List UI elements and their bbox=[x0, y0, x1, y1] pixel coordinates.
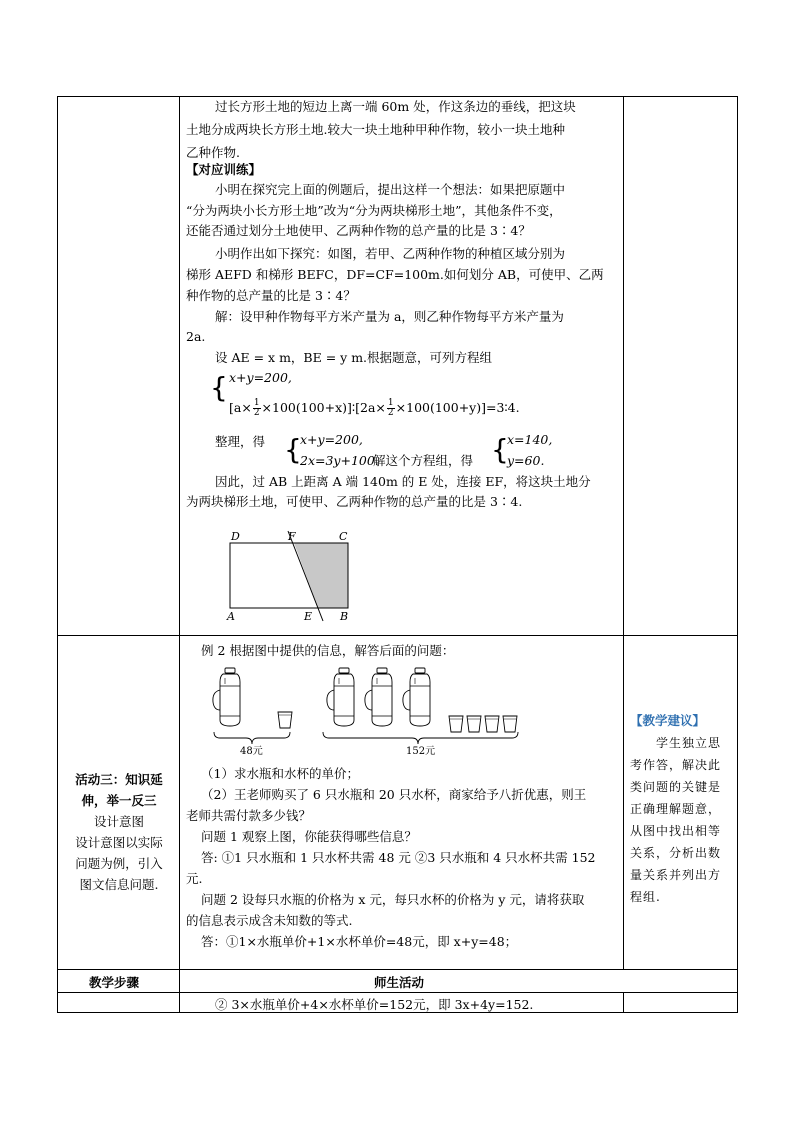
suggestion-line: 学生独立思 bbox=[656, 736, 722, 750]
paragraph-line: 解：设甲种作物每平方米产量为 a，则乙种作物每平方米产量为 bbox=[215, 309, 564, 324]
tidy-label: 整理，得 bbox=[215, 434, 266, 449]
equation-line: x+y=200, bbox=[229, 370, 292, 385]
point-label-A: A bbox=[227, 610, 235, 623]
price-label-1: 48元 bbox=[240, 746, 263, 756]
suggestion-line: 类问题的关键是 bbox=[630, 780, 722, 794]
suggestion-line: 关系，分析出数 bbox=[630, 846, 722, 860]
table-row-divider-1 bbox=[57, 635, 738, 636]
thermos-icon bbox=[327, 668, 354, 726]
cup-icon bbox=[449, 716, 463, 732]
point-label-E: E bbox=[304, 610, 313, 623]
table-col-divider-2 bbox=[623, 96, 624, 969]
suggestion-line: 考作答，解决此 bbox=[630, 758, 722, 772]
fraction: $\frac{1}{2}$ bbox=[253, 398, 260, 418]
question-2-line: （2）王老师购买了 6 只水瓶和 20 只水杯，商家给予八折优惠，则王 bbox=[201, 787, 587, 802]
answer-1-line: 元. bbox=[186, 871, 203, 886]
paragraph-line: 过长方形土地的短边上离一端 60m 处，作这条边的垂线，把这块 bbox=[215, 99, 576, 114]
shaded-trapezoid bbox=[294, 543, 348, 608]
table-border-left bbox=[57, 96, 58, 1013]
intent-title: 设计意图 bbox=[93, 814, 144, 829]
paragraph-line: “分为两块小长方形土地”改为“分为两块梯形土地”，其他条件不变， bbox=[186, 203, 562, 218]
guide-question-1: 问题 1 观察上图，你能获得哪些信息？ bbox=[201, 829, 417, 844]
suggestion-line: 从图中找出相等 bbox=[630, 824, 722, 838]
point-label-D: D bbox=[231, 530, 240, 543]
suggestion-line: 正确理解题意， bbox=[630, 802, 722, 816]
paragraph-line: 梯形 AEFD 和梯形 BEFC，DF=CF=100m.如何划分 AB，可使甲、乙两 bbox=[186, 267, 604, 282]
paragraph-line: 2a. bbox=[186, 329, 206, 344]
solution-line: x=140, bbox=[507, 432, 553, 447]
teaching-suggestion-title: 【教学建议】 bbox=[630, 713, 706, 728]
paragraph-line: 小明作出如下探究：如图，若甲、乙两种作物的种植区域分别为 bbox=[215, 246, 566, 261]
equation-brace: { bbox=[210, 371, 228, 404]
equation-brace: { bbox=[284, 433, 302, 466]
thermos-icon bbox=[213, 668, 240, 726]
answer-2: 答：①1×水瓶单价+1×水杯单价=48元，即 x+y=48； bbox=[201, 934, 518, 949]
suggestion-line: 程组. bbox=[630, 890, 661, 904]
equation-line: x+y=200, bbox=[300, 432, 363, 447]
paragraph-line: 土地分成两块长方形土地.较大一块土地种甲种作物，较小一块土地种 bbox=[186, 122, 565, 137]
guide-question-2-line: 的信息表示成含未知数的等式. bbox=[186, 913, 353, 928]
price-label-2: 152元 bbox=[406, 746, 436, 756]
solve-label: 解这个方程组，得 bbox=[373, 453, 474, 468]
point-label-B: B bbox=[340, 610, 349, 623]
question-1: （1）求水瓶和水杯的单价； bbox=[201, 766, 359, 781]
table-row-divider-2 bbox=[57, 969, 738, 970]
trapezoid-figure bbox=[222, 528, 362, 624]
table-row-divider-3 bbox=[57, 992, 738, 993]
solution-line: y=60. bbox=[507, 453, 545, 468]
activity-title bbox=[62, 769, 176, 811]
table-col-divider-1 bbox=[179, 96, 180, 1013]
thermos-icon bbox=[403, 668, 430, 726]
paragraph-line: 因此，过 AB 上距离 A 端 140m 的 E 处，连接 EF，将这块土地分 bbox=[215, 474, 591, 489]
header-teaching-steps: 教学步骤 bbox=[89, 975, 140, 990]
training-heading: 【对应训练】 bbox=[186, 162, 262, 177]
paragraph-line: 小明在探究完上面的例题后，提出这样一个想法：如果把原题中 bbox=[215, 182, 566, 197]
point-label-C: C bbox=[339, 530, 348, 543]
equation-line: [a× $\frac{1}{2}$ ×100(100+x)]∶[2a× $\frac{1}{2}$ ×100(100+y)]=3∶4. bbox=[229, 398, 520, 418]
answer-1-line: 答: ①1 只水瓶和 1 只水杯共需 48 元 ②3 只水瓶和 4 只水杯共需 152 bbox=[201, 850, 596, 865]
header-activities: 师生活动 bbox=[374, 975, 425, 990]
paragraph-line: 设 AE = x m，BE = y m.根据题意，可列方程组 bbox=[215, 350, 493, 365]
answer-2-continued: ② 3×水瓶单价+4×水杯单价=152元，即 3x+4y=152. bbox=[215, 997, 534, 1012]
table-col-divider-2b bbox=[623, 992, 624, 1013]
intent-line: 问题为例，引入 bbox=[75, 856, 163, 871]
example-2-heading: 例 2 根据图中提供的信息，解答后面的问题： bbox=[201, 643, 455, 658]
intent-line: 图文信息问题. bbox=[79, 877, 159, 892]
teaching-suggestion-body bbox=[630, 732, 738, 908]
activity-title-line: 伸，举一反三 bbox=[81, 793, 157, 808]
question-2-line: 老师共需付款多少钱？ bbox=[186, 808, 312, 823]
thermos-cups-figure bbox=[200, 664, 530, 756]
design-intent bbox=[62, 811, 176, 895]
cup-icon bbox=[485, 716, 499, 732]
paragraph-line: 为两块梯形土地，可使甲、乙两种作物的总产量的比是 3∶4. bbox=[186, 494, 523, 509]
equation-brace: { bbox=[491, 433, 509, 466]
paragraph-line: 乙种作物. bbox=[186, 145, 240, 160]
paragraph-line: 还能否通过划分土地使甲、乙两种作物的总产量的比是 3∶4？ bbox=[186, 223, 531, 238]
thermos-icon bbox=[365, 668, 392, 726]
point-label-F: F bbox=[288, 530, 296, 543]
paragraph-line: 种作物的总产量的比是 3∶4？ bbox=[186, 288, 356, 303]
equation-line: 2x=3y+100. bbox=[300, 453, 379, 468]
activity-title-line: 活动三：知识延 bbox=[75, 772, 163, 787]
cup-icon bbox=[503, 716, 517, 732]
cup-icon bbox=[278, 712, 292, 728]
suggestion-line: 量关系并列出方 bbox=[630, 868, 722, 882]
price-brace-1 bbox=[214, 732, 290, 744]
price-brace-2 bbox=[323, 732, 518, 744]
fraction: $\frac{1}{2}$ bbox=[387, 398, 394, 418]
cup-icon bbox=[467, 716, 481, 732]
intent-line: 设计意图以实际 bbox=[75, 835, 163, 850]
guide-question-2-line: 问题 2 设每只水瓶的价格为 x 元，每只水杯的价格为 y 元，请将获取 bbox=[201, 892, 585, 907]
